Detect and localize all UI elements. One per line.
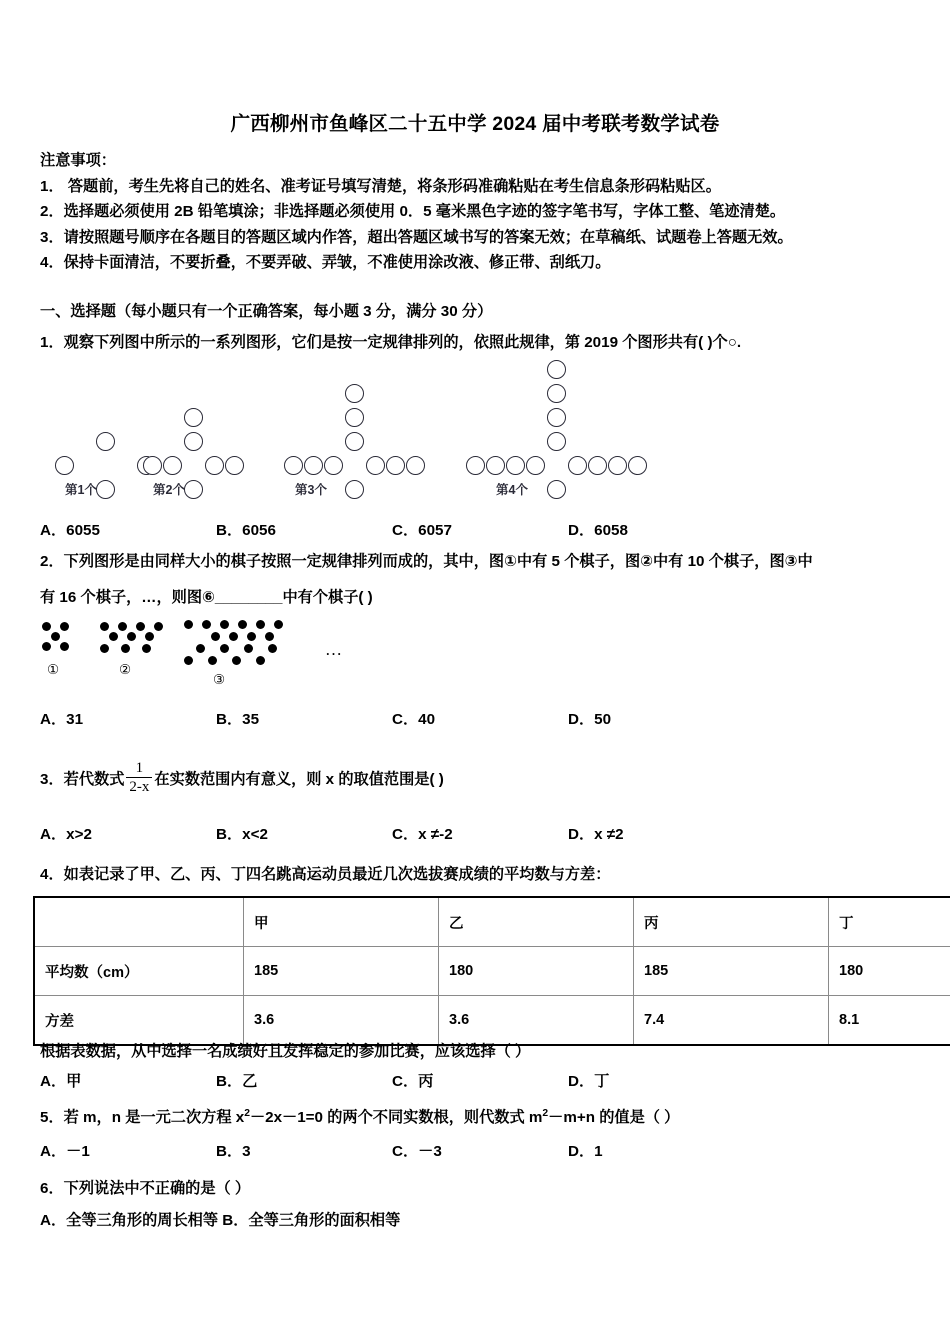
option-a[interactable]: A．x>2 bbox=[40, 826, 92, 843]
circle-icon bbox=[547, 408, 566, 427]
option-b[interactable]: B．x<2 bbox=[216, 826, 268, 843]
option-c[interactable]: C．－3 bbox=[392, 1143, 442, 1160]
question-2-options bbox=[40, 708, 920, 730]
circle-icon bbox=[184, 480, 203, 499]
dot-icon bbox=[136, 622, 145, 631]
dot-icon bbox=[232, 656, 241, 665]
dot-icon bbox=[184, 656, 193, 665]
question-4-followup: 根据表数据，从中选择一名成绩好且发挥稳定的参加比赛，应该选择（ ） bbox=[40, 1043, 531, 1060]
option-b[interactable]: B．35 bbox=[216, 711, 260, 728]
notice-item-1: 1． 答题前，考生先将自己的姓名、准考证号填写清楚，将条形码准确粘贴在考生信息条形码粘贴区。 bbox=[40, 177, 721, 195]
option-d[interactable]: D．1 bbox=[568, 1143, 603, 1160]
circle-icon bbox=[184, 408, 203, 427]
dot-icon bbox=[256, 620, 265, 629]
dot-icon bbox=[268, 644, 277, 653]
dot-icon bbox=[121, 644, 130, 653]
mean-bing: 185 bbox=[634, 947, 829, 996]
figure-sequence-ellipsis: … bbox=[325, 640, 344, 659]
dot-icon bbox=[60, 622, 69, 631]
mean-jia: 185 bbox=[244, 947, 439, 996]
notice-item-3: 3．请按照题号顺序在各题目的答题区域内作答，超出答题区域书写的答案无效；在草稿纸、试题卷上答题无效。 bbox=[40, 228, 793, 246]
figure-circle-3-label: ③ bbox=[213, 672, 226, 687]
circle-icon bbox=[324, 456, 343, 475]
dot-icon bbox=[196, 644, 205, 653]
table-header-bing: 丙 bbox=[634, 897, 829, 947]
table-header-yi: 乙 bbox=[439, 897, 634, 947]
circle-icon bbox=[506, 456, 525, 475]
mean-ding: 180 bbox=[829, 947, 950, 996]
question-5-stem-part-a: 5．若 m，n 是一元二次方程 x bbox=[40, 1109, 245, 1126]
question-3-stem-prefix: 3．若代数式 bbox=[40, 771, 125, 789]
circle-icon bbox=[547, 480, 566, 499]
option-a[interactable]: A．6055 bbox=[40, 522, 100, 539]
question-5-exponent-1: 2 bbox=[244, 1107, 250, 1119]
option-a[interactable]: A．甲 bbox=[40, 1073, 82, 1090]
table-corner-cell bbox=[34, 897, 244, 947]
circle-icon bbox=[225, 456, 244, 475]
circle-icon bbox=[96, 480, 115, 499]
circle-icon bbox=[628, 456, 647, 475]
figure-1-label: 第1个 bbox=[65, 483, 97, 497]
question-3-options bbox=[40, 823, 920, 845]
option-b[interactable]: B．乙 bbox=[216, 1073, 258, 1090]
dot-icon bbox=[51, 632, 60, 641]
notice-heading: 注意事项： bbox=[40, 152, 116, 169]
circle-icon bbox=[366, 456, 385, 475]
circle-icon bbox=[345, 384, 364, 403]
circle-icon bbox=[588, 456, 607, 475]
table-header-jia: 甲 bbox=[244, 897, 439, 947]
dot-icon bbox=[256, 656, 265, 665]
question-5-stem bbox=[40, 1105, 679, 1131]
circle-icon bbox=[163, 456, 182, 475]
circle-icon bbox=[568, 456, 587, 475]
dot-icon bbox=[265, 632, 274, 641]
dot-icon bbox=[145, 632, 154, 641]
option-c[interactable]: C．6057 bbox=[392, 522, 452, 539]
circle-icon bbox=[547, 384, 566, 403]
circle-icon bbox=[608, 456, 627, 475]
circle-icon bbox=[345, 432, 364, 451]
notice-item-4: 4．保持卡面清洁，不要折叠，不要弄破、弄皱，不准使用涂改液、修正带、刮纸刀。 bbox=[40, 254, 611, 271]
variance-yi: 3.6 bbox=[439, 996, 634, 1046]
question-6-options-line[interactable]: A．全等三角形的周长相等 B．全等三角形的面积相等 bbox=[40, 1212, 401, 1229]
dot-icon bbox=[118, 622, 127, 631]
circle-icon bbox=[526, 456, 545, 475]
circle-icon bbox=[547, 432, 566, 451]
dot-icon bbox=[220, 644, 229, 653]
dot-icon bbox=[142, 644, 151, 653]
row-label-mean: 平均数（cm） bbox=[34, 947, 244, 996]
question-5-exponent-2: 2 bbox=[542, 1107, 549, 1119]
dot-icon bbox=[100, 644, 109, 653]
circle-icon bbox=[345, 480, 364, 499]
section-heading-multiple-choice: 一、选择题（每小题只有一个正确答案，每小题 3 分，满分 30 分） bbox=[40, 303, 493, 320]
variance-jia: 3.6 bbox=[244, 996, 439, 1046]
dot-icon bbox=[109, 632, 118, 641]
option-d[interactable]: D．50 bbox=[568, 711, 612, 728]
notice-item-2: 2．选择题必须使用 2B 铅笔填涂；非选择题必须使用 0．5 毫米黑色字迹的签字笔书写，字体工整、笔迹清楚。 bbox=[40, 203, 786, 220]
question-1-options bbox=[40, 519, 920, 541]
circle-icon bbox=[486, 456, 505, 475]
circle-icon bbox=[96, 432, 115, 451]
figure-2-label: 第2个 bbox=[153, 483, 185, 497]
athlete-stats-table bbox=[33, 896, 950, 1046]
dot-icon bbox=[244, 644, 253, 653]
circle-icon bbox=[143, 456, 162, 475]
option-b[interactable]: B．6056 bbox=[216, 522, 276, 539]
fraction-denominator: 2-x bbox=[129, 779, 150, 796]
dot-icon bbox=[247, 632, 256, 641]
dot-icon bbox=[274, 620, 283, 629]
option-c[interactable]: C．40 bbox=[392, 711, 436, 728]
dot-icon bbox=[60, 642, 69, 651]
variance-bing: 7.4 bbox=[634, 996, 829, 1046]
circle-icon bbox=[184, 432, 203, 451]
question-1-figure-group bbox=[40, 362, 920, 502]
dot-icon bbox=[202, 620, 211, 629]
dot-icon bbox=[42, 622, 51, 631]
dot-icon bbox=[154, 622, 163, 631]
page-title: 广西柳州市鱼峰区二十五中学 2024 届中考联考数学试卷 bbox=[230, 113, 720, 135]
option-c[interactable]: C．x ≠-2 bbox=[392, 826, 453, 843]
question-1-stem: 1．观察下列图中所示的一系列图形，它们是按一定规律排列的，依照此规律，第 2019 个图形共有( )个○. bbox=[40, 334, 742, 351]
dot-icon bbox=[238, 620, 247, 629]
circle-icon bbox=[406, 456, 425, 475]
dot-icon bbox=[184, 620, 193, 629]
question-5-stem-part-c: －m+n 的值是（ ） bbox=[548, 1109, 680, 1126]
option-a[interactable]: A．－1 bbox=[40, 1143, 90, 1160]
question-5-stem-part-b: －2x－1=0 的两个不同实数根，则代数式 m bbox=[249, 1109, 543, 1126]
fraction-numerator: 1 bbox=[135, 760, 144, 776]
dot-icon bbox=[42, 642, 51, 651]
fraction-bar bbox=[126, 777, 152, 778]
question-4-stem: 4．如表记录了甲、乙、丙、丁四名跳高运动员最近几次选拔赛成绩的平均数与方差： bbox=[40, 866, 611, 883]
circle-icon bbox=[466, 456, 485, 475]
option-a[interactable]: A．31 bbox=[40, 711, 84, 728]
question-6-stem: 6．下列说法中不正确的是（ ） bbox=[40, 1180, 251, 1197]
question-2-figure-group bbox=[40, 618, 920, 688]
variance-ding: 8.1 bbox=[829, 996, 950, 1046]
dot-icon bbox=[229, 632, 238, 641]
dot-icon bbox=[208, 656, 217, 665]
fraction-one-over-two-minus-x bbox=[126, 761, 152, 795]
table-header-row bbox=[34, 897, 950, 947]
circle-icon bbox=[284, 456, 303, 475]
mean-yi: 180 bbox=[439, 947, 634, 996]
circle-icon bbox=[386, 456, 405, 475]
dot-icon bbox=[127, 632, 136, 641]
option-d[interactable]: D．x ≠2 bbox=[568, 826, 624, 843]
figure-4-label: 第4个 bbox=[496, 483, 528, 497]
question-3-stem bbox=[40, 762, 444, 796]
circle-icon bbox=[304, 456, 323, 475]
question-2-stem-line-1: 2．下列图形是由同样大小的棋子按照一定规律排列而成的，其中，图①中有 5 个棋子，图②中有 10 个棋子，图③中 bbox=[40, 553, 813, 570]
option-d[interactable]: D．丁 bbox=[568, 1073, 610, 1090]
row-label-variance: 方差 bbox=[34, 996, 244, 1046]
circle-icon bbox=[55, 456, 74, 475]
question-2-stem-line-2: 有 16 个棋子，…，则图⑥________中有个棋子( ) bbox=[40, 589, 373, 606]
circle-icon bbox=[205, 456, 224, 475]
option-c[interactable]: C．丙 bbox=[392, 1073, 434, 1090]
dot-icon bbox=[211, 632, 220, 641]
option-b[interactable]: B．3 bbox=[216, 1143, 251, 1160]
question-4-table-wrapper bbox=[33, 896, 917, 1046]
dot-icon bbox=[100, 622, 109, 631]
option-d[interactable]: D．6058 bbox=[568, 522, 628, 539]
question-5-options bbox=[40, 1140, 920, 1162]
circle-icon bbox=[547, 360, 566, 379]
dot-icon bbox=[220, 620, 229, 629]
table-row bbox=[34, 996, 950, 1046]
table-header-ding: 丁 bbox=[829, 897, 950, 947]
figure-circle-1-label: ① bbox=[47, 662, 60, 677]
notice-block bbox=[40, 148, 920, 276]
circle-icon bbox=[345, 408, 364, 427]
figure-circle-2-label: ② bbox=[119, 662, 132, 677]
table-row bbox=[34, 947, 950, 996]
figure-3-label: 第3个 bbox=[295, 483, 327, 497]
question-3-stem-suffix: 在实数范围内有意义，则 x 的取值范围是( ) bbox=[154, 771, 444, 789]
question-4-options bbox=[40, 1070, 920, 1092]
